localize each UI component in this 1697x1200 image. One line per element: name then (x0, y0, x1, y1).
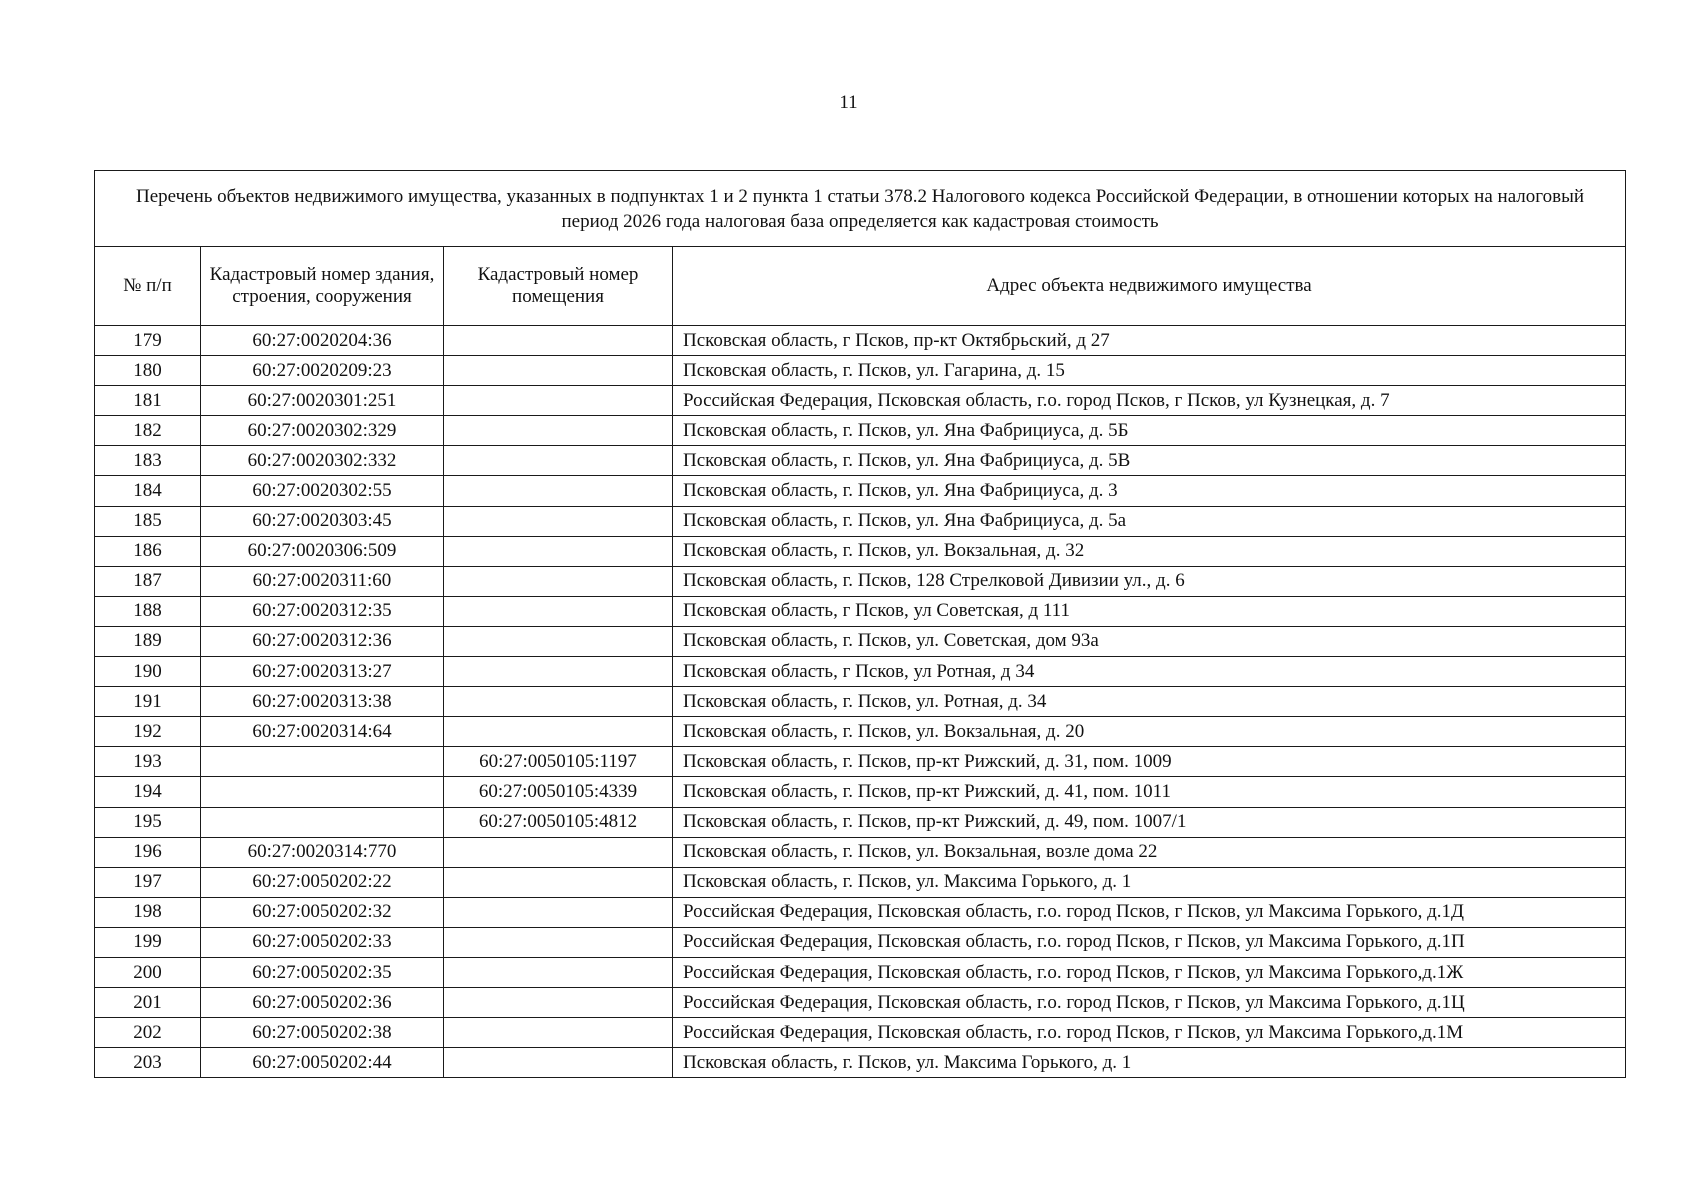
building-cadastral-number (201, 807, 444, 837)
room-cadastral-number (444, 867, 673, 897)
room-cadastral-number (444, 717, 673, 747)
property-address: Псковская область, г. Псков, пр-кт Рижский, д. 49, пом. 1007/1 (673, 807, 1626, 837)
room-cadastral-number (444, 326, 673, 356)
property-address: Российская Федерация, Псковская область, г.о. город Псков, г Псков, ул Максима Горького,д.1Ж (673, 957, 1626, 987)
building-cadastral-number: 60:27:0050202:35 (201, 957, 444, 987)
column-header-address: Адрес объекта недвижимого имущества (673, 247, 1626, 326)
room-cadastral-number (444, 476, 673, 506)
table-row (95, 566, 1626, 596)
column-header-number: № п/п (95, 247, 201, 326)
row-number: 191 (95, 687, 201, 717)
property-address: Российская Федерация, Псковская область, г.о. город Псков, г Псков, ул Максима Горького, д.1П (673, 927, 1626, 957)
table-row (95, 356, 1626, 386)
row-number: 198 (95, 897, 201, 927)
column-header-room-cadastral: Кадастровый номер помещения (444, 247, 673, 326)
row-number: 182 (95, 416, 201, 446)
table-row (95, 1018, 1626, 1048)
table-row (95, 657, 1626, 687)
building-cadastral-number: 60:27:0020302:55 (201, 476, 444, 506)
row-number: 181 (95, 386, 201, 416)
table-caption: Перечень объектов недвижимого имущества, указанных в подпунктах 1 и 2 пункта 1 статьи 378.2 Налогового кодекса Российской Федерации, в отношении которых на налоговый период 2026 года налоговая база определяется как кадастровая стоимость (95, 171, 1626, 247)
property-address: Псковская область, г. Псков, ул. Вокзальная, д. 20 (673, 717, 1626, 747)
room-cadastral-number: 60:27:0050105:1197 (444, 747, 673, 777)
room-cadastral-number (444, 837, 673, 867)
row-number: 179 (95, 326, 201, 356)
row-number: 192 (95, 717, 201, 747)
row-number: 189 (95, 626, 201, 656)
property-address: Псковская область, г. Псков, ул. Советская, дом 93а (673, 626, 1626, 656)
property-address: Псковская область, г. Псков, ул. Яна Фабрициуса, д. 3 (673, 476, 1626, 506)
property-address: Псковская область, г. Псков, ул. Максима Горького, д. 1 (673, 1048, 1626, 1078)
row-number: 202 (95, 1018, 201, 1048)
building-cadastral-number: 60:27:0020314:770 (201, 837, 444, 867)
building-cadastral-number (201, 747, 444, 777)
property-address: Российская Федерация, Псковская область, г.о. город Псков, г Псков, ул Максима Горького, д.1Д (673, 897, 1626, 927)
row-number: 200 (95, 957, 201, 987)
room-cadastral-number (444, 356, 673, 386)
table-row (95, 807, 1626, 837)
property-address: Российская Федерация, Псковская область, г.о. город Псков, г Псков, ул Максима Горького,д.1М (673, 1018, 1626, 1048)
room-cadastral-number (444, 626, 673, 656)
property-address: Псковская область, г. Псков, ул. Максима Горького, д. 1 (673, 867, 1626, 897)
property-address: Псковская область, г Псков, пр-кт Октябрьский, д 27 (673, 326, 1626, 356)
row-number: 197 (95, 867, 201, 897)
column-header-building-cadastral: Кадастровый номер здания, строения, сооружения (201, 247, 444, 326)
building-cadastral-number (201, 777, 444, 807)
row-number: 186 (95, 536, 201, 566)
row-number: 185 (95, 506, 201, 536)
row-number: 194 (95, 777, 201, 807)
room-cadastral-number (444, 1018, 673, 1048)
building-cadastral-number: 60:27:0050202:44 (201, 1048, 444, 1078)
building-cadastral-number: 60:27:0020312:36 (201, 626, 444, 656)
room-cadastral-number (444, 536, 673, 566)
row-number: 196 (95, 837, 201, 867)
room-cadastral-number (444, 657, 673, 687)
row-number: 195 (95, 807, 201, 837)
table-row (95, 386, 1626, 416)
building-cadastral-number: 60:27:0050202:36 (201, 988, 444, 1018)
table-row (95, 1048, 1626, 1078)
room-cadastral-number (444, 416, 673, 446)
property-address: Псковская область, г. Псков, ул. Яна Фабрициуса, д. 5В (673, 446, 1626, 476)
row-number: 180 (95, 356, 201, 386)
room-cadastral-number (444, 386, 673, 416)
row-number: 184 (95, 476, 201, 506)
property-address: Российская Федерация, Псковская область, г.о. город Псков, г Псков, ул Кузнецкая, д. 7 (673, 386, 1626, 416)
building-cadastral-number: 60:27:0020303:45 (201, 506, 444, 536)
table-body (95, 326, 1626, 1078)
room-cadastral-number: 60:27:0050105:4339 (444, 777, 673, 807)
row-number: 203 (95, 1048, 201, 1078)
room-cadastral-number (444, 566, 673, 596)
table-row (95, 536, 1626, 566)
property-address: Псковская область, г. Псков, 128 Стрелковой Дивизии ул., д. 6 (673, 566, 1626, 596)
room-cadastral-number (444, 957, 673, 987)
row-number: 188 (95, 596, 201, 626)
table-row (95, 897, 1626, 927)
building-cadastral-number: 60:27:0020209:23 (201, 356, 444, 386)
property-address: Псковская область, г Псков, ул Ротная, д 34 (673, 657, 1626, 687)
row-number: 187 (95, 566, 201, 596)
building-cadastral-number: 60:27:0020301:251 (201, 386, 444, 416)
table-row (95, 957, 1626, 987)
table-row (95, 717, 1626, 747)
row-number: 199 (95, 927, 201, 957)
table-row (95, 837, 1626, 867)
row-number: 201 (95, 988, 201, 1018)
building-cadastral-number: 60:27:0020314:64 (201, 717, 444, 747)
building-cadastral-number: 60:27:0020204:36 (201, 326, 444, 356)
building-cadastral-number: 60:27:0050202:22 (201, 867, 444, 897)
table-row (95, 326, 1626, 356)
building-cadastral-number: 60:27:0020302:329 (201, 416, 444, 446)
property-registry-table (94, 170, 1626, 1078)
property-address: Псковская область, г. Псков, ул. Гагарина, д. 15 (673, 356, 1626, 386)
property-address: Псковская область, г. Псков, ул. Вокзальная, возле дома 22 (673, 837, 1626, 867)
table-row (95, 867, 1626, 897)
row-number: 190 (95, 657, 201, 687)
room-cadastral-number: 60:27:0050105:4812 (444, 807, 673, 837)
building-cadastral-number: 60:27:0020306:509 (201, 536, 444, 566)
property-address: Псковская область, г. Псков, ул. Ротная, д. 34 (673, 687, 1626, 717)
table-row (95, 626, 1626, 656)
property-address: Псковская область, г Псков, ул Советская, д 111 (673, 596, 1626, 626)
room-cadastral-number (444, 1048, 673, 1078)
building-cadastral-number: 60:27:0020313:27 (201, 657, 444, 687)
building-cadastral-number: 60:27:0050202:38 (201, 1018, 444, 1048)
building-cadastral-number: 60:27:0050202:33 (201, 927, 444, 957)
building-cadastral-number: 60:27:0050202:32 (201, 897, 444, 927)
room-cadastral-number (444, 988, 673, 1018)
table-row (95, 777, 1626, 807)
building-cadastral-number: 60:27:0020302:332 (201, 446, 444, 476)
property-address: Псковская область, г. Псков, пр-кт Рижский, д. 41, пом. 1011 (673, 777, 1626, 807)
room-cadastral-number (444, 446, 673, 476)
table-row (95, 596, 1626, 626)
table-header-row (95, 247, 1626, 326)
property-address: Российская Федерация, Псковская область, г.о. город Псков, г Псков, ул Максима Горького, д.1Ц (673, 988, 1626, 1018)
table-row (95, 927, 1626, 957)
room-cadastral-number (444, 687, 673, 717)
table-row (95, 446, 1626, 476)
building-cadastral-number: 60:27:0020312:35 (201, 596, 444, 626)
room-cadastral-number (444, 596, 673, 626)
property-address: Псковская область, г. Псков, ул. Яна Фабрициуса, д. 5а (673, 506, 1626, 536)
row-number: 183 (95, 446, 201, 476)
room-cadastral-number (444, 897, 673, 927)
building-cadastral-number: 60:27:0020313:38 (201, 687, 444, 717)
row-number: 193 (95, 747, 201, 777)
table-row (95, 476, 1626, 506)
page-number: 11 (839, 92, 858, 113)
property-address: Псковская область, г. Псков, пр-кт Рижский, д. 31, пом. 1009 (673, 747, 1626, 777)
table-row (95, 687, 1626, 717)
property-address: Псковская область, г. Псков, ул. Вокзальная, д. 32 (673, 536, 1626, 566)
table-caption-row (95, 171, 1626, 247)
building-cadastral-number: 60:27:0020311:60 (201, 566, 444, 596)
room-cadastral-number (444, 927, 673, 957)
table-row (95, 747, 1626, 777)
property-address: Псковская область, г. Псков, ул. Яна Фабрициуса, д. 5Б (673, 416, 1626, 446)
table-row (95, 416, 1626, 446)
room-cadastral-number (444, 506, 673, 536)
table-row (95, 988, 1626, 1018)
table-row (95, 506, 1626, 536)
